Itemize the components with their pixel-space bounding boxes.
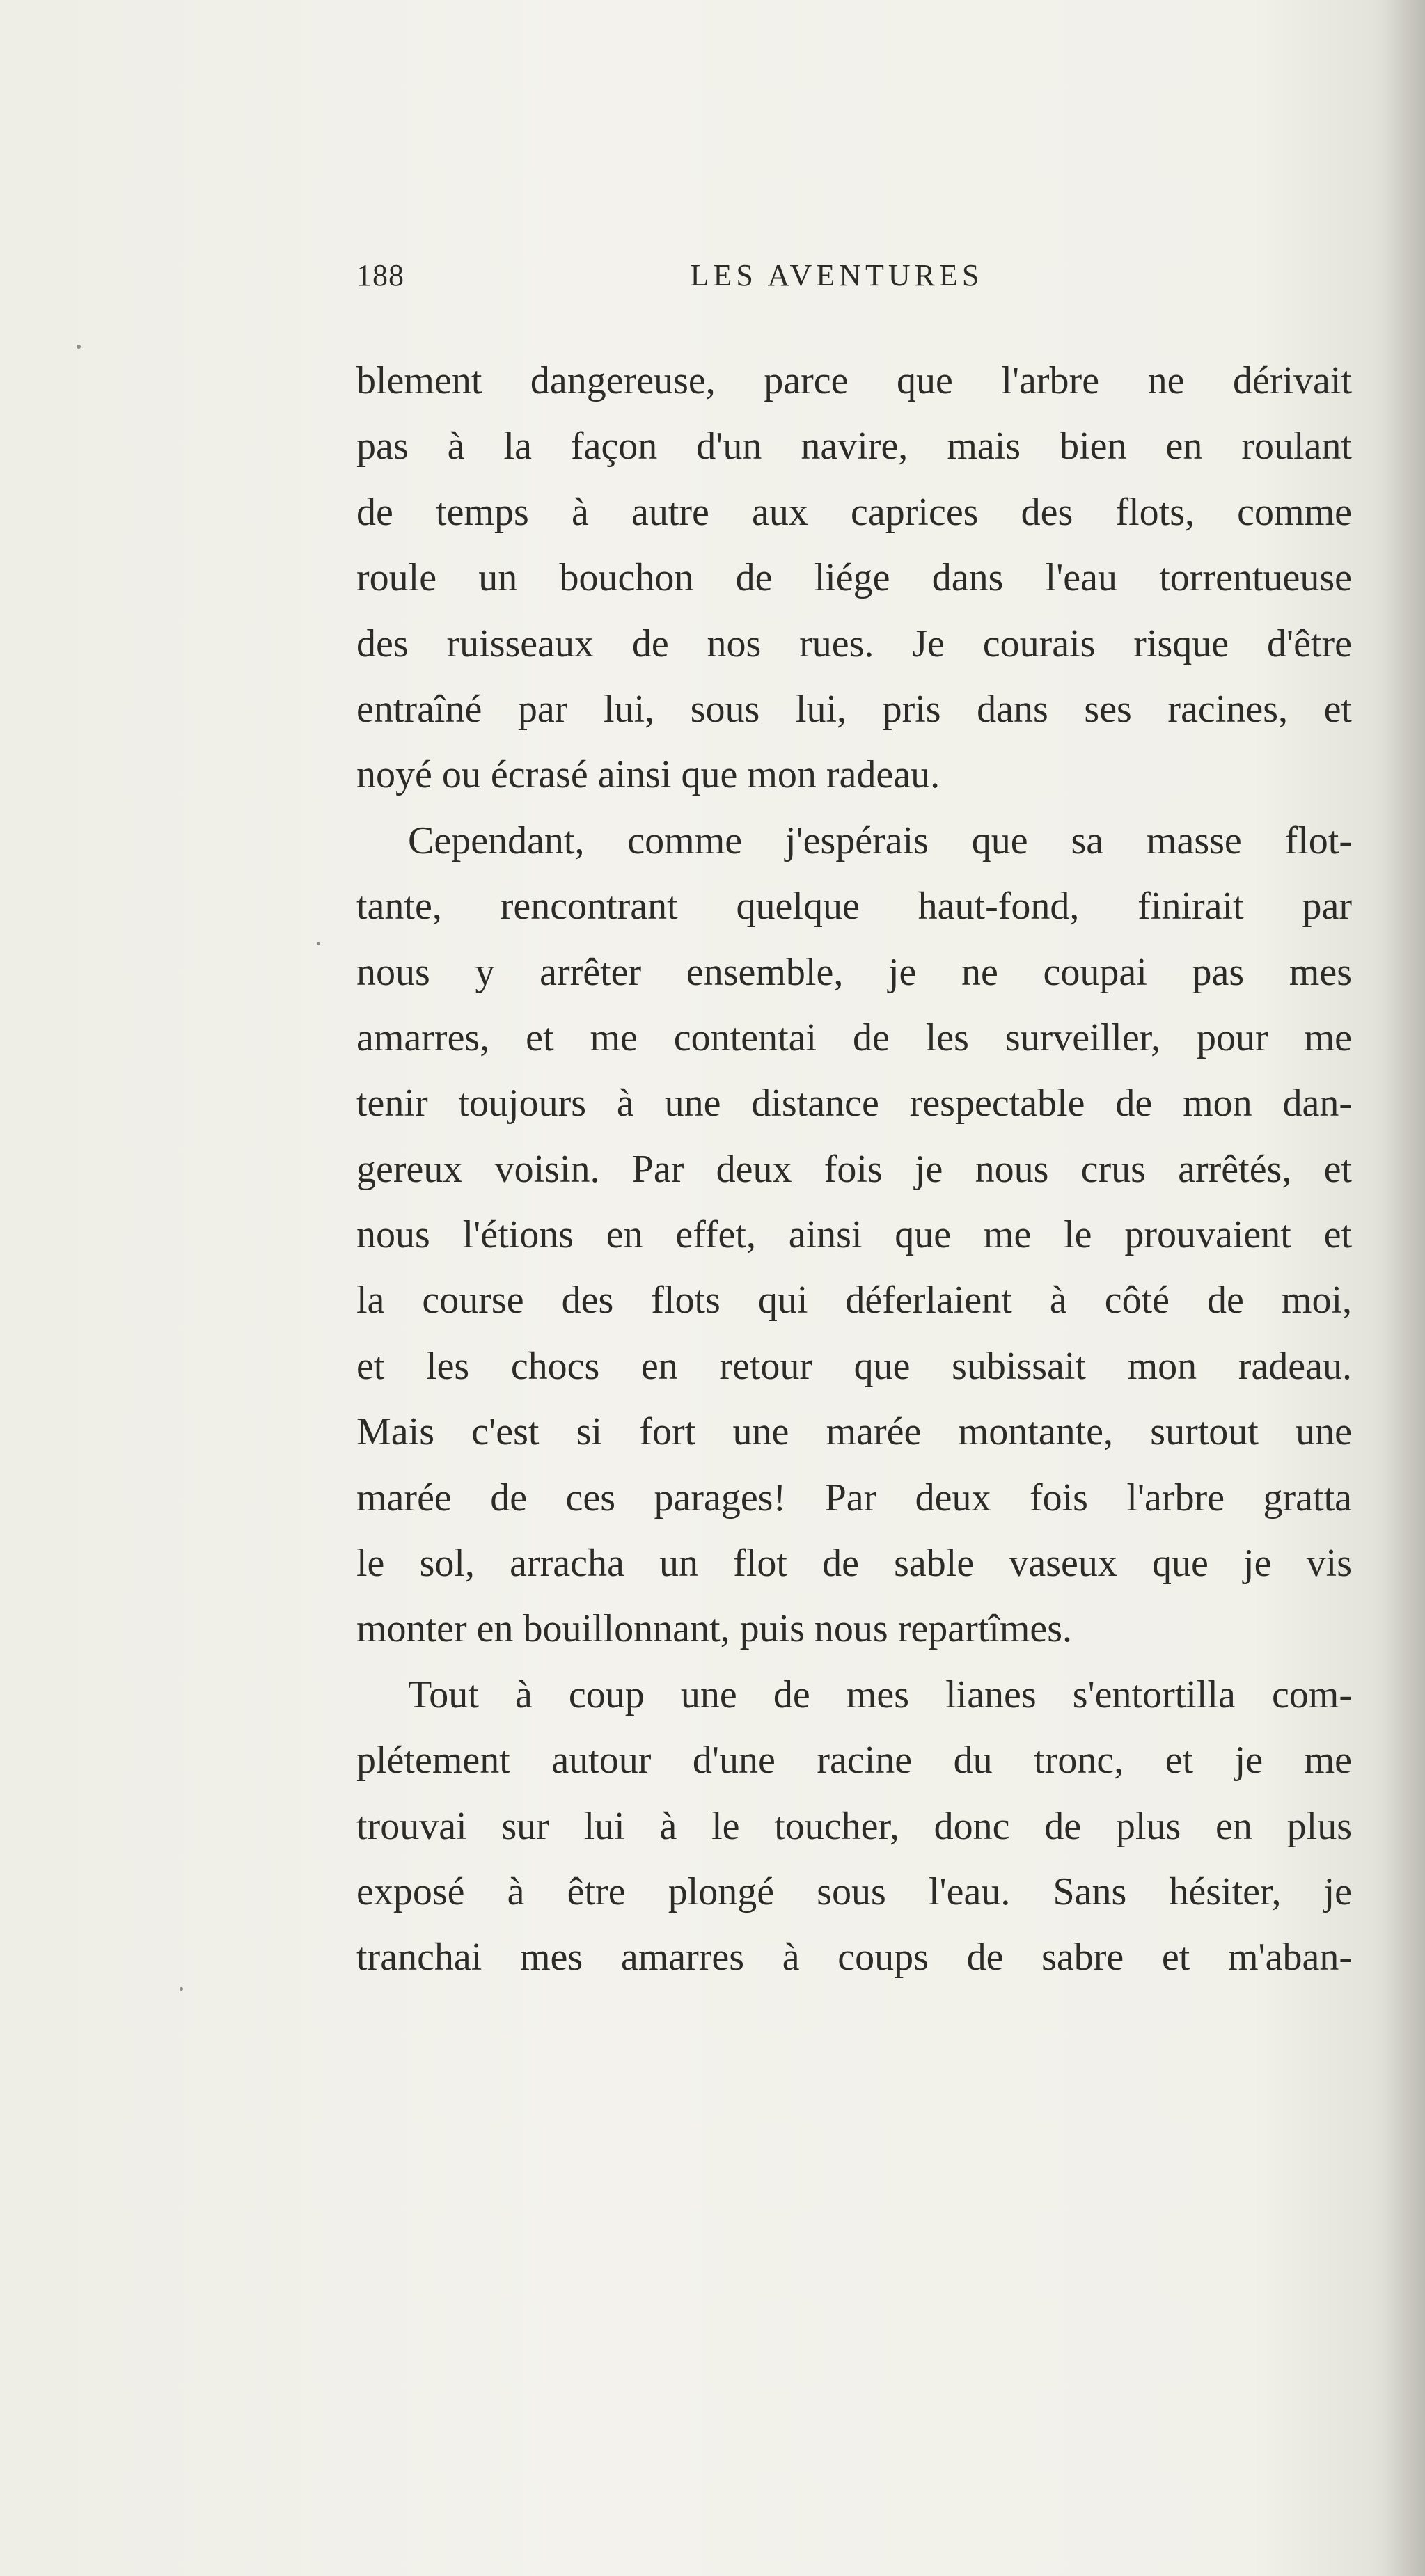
text-line: blement dangereuse, parce que l'arbre ne dérivait [356, 359, 1352, 402]
text-line: nous l'étions en effet, ainsi que me le prouvaient et [356, 1213, 1352, 1257]
text-line: exposé à être plongé sous l'eau. Sans hésiter, je [356, 1870, 1352, 1913]
paper-speck [77, 345, 81, 349]
paper-speck [317, 942, 320, 945]
text-line: tranchai mes amarres à coups de sabre et m'aban- [356, 1936, 1352, 1980]
text-line: monter en bouillonnant, puis nous repartîmes. [356, 1607, 1073, 1651]
paper-speck [180, 1987, 183, 1991]
text-line: des ruisseaux de nos rues. Je courais risque d'être [356, 622, 1352, 665]
text-line: et les chocs en retour que subissait mon radeau. [356, 1344, 1352, 1388]
text-line: trouvai sur lui à le toucher, donc de plus en plus [356, 1804, 1352, 1848]
running-head: LES AVENTURES [690, 258, 984, 292]
text-line: la course des flots qui déferlaient à côté de moi, [356, 1279, 1352, 1322]
text-line: roule un bouchon de liége dans l'eau torrentueuse [356, 556, 1352, 600]
text-line: marée de ces parages! Par deux fois l'arbre gratta [356, 1476, 1352, 1519]
page-header [356, 258, 1373, 306]
text-line: tante, rencontrant quelque haut-fond, finirait par [356, 885, 1352, 929]
paragraph-start-line: Tout à coup une de mes lianes s'entortilla com- [408, 1673, 1352, 1716]
page-number: 188 [356, 258, 404, 292]
text-line: noyé ou écrasé ainsi que mon radeau. [356, 753, 940, 797]
text-line: amarres, et me contentai de les surveiller, pour me [356, 1016, 1352, 1059]
paragraph-start-line: Cependant, comme j'espérais que sa masse flot- [408, 819, 1352, 862]
text-line: gereux voisin. Par deux fois je nous crus arrêtés, et [356, 1147, 1352, 1191]
text-line: pas à la façon d'un navire, mais bien en roulant [356, 425, 1352, 468]
page-edge-shadow [1383, 0, 1425, 2576]
text-line: Mais c'est si fort une marée montante, surtout une [356, 1410, 1352, 1454]
body-text [356, 348, 1352, 1991]
text-line: le sol, arracha un flot de sable vaseux que je vis [356, 1542, 1352, 1586]
text-line: plétement autour d'une racine du tronc, et je me [356, 1739, 1352, 1783]
text-line: de temps à autre aux caprices des flots, comme [356, 490, 1352, 534]
text-line: nous y arrêter ensemble, je ne coupai pas mes [356, 950, 1352, 994]
text-line: entraîné par lui, sous lui, pris dans ses racines, et [356, 687, 1352, 731]
text-line: tenir toujours à une distance respectable de mon dan- [356, 1082, 1352, 1125]
